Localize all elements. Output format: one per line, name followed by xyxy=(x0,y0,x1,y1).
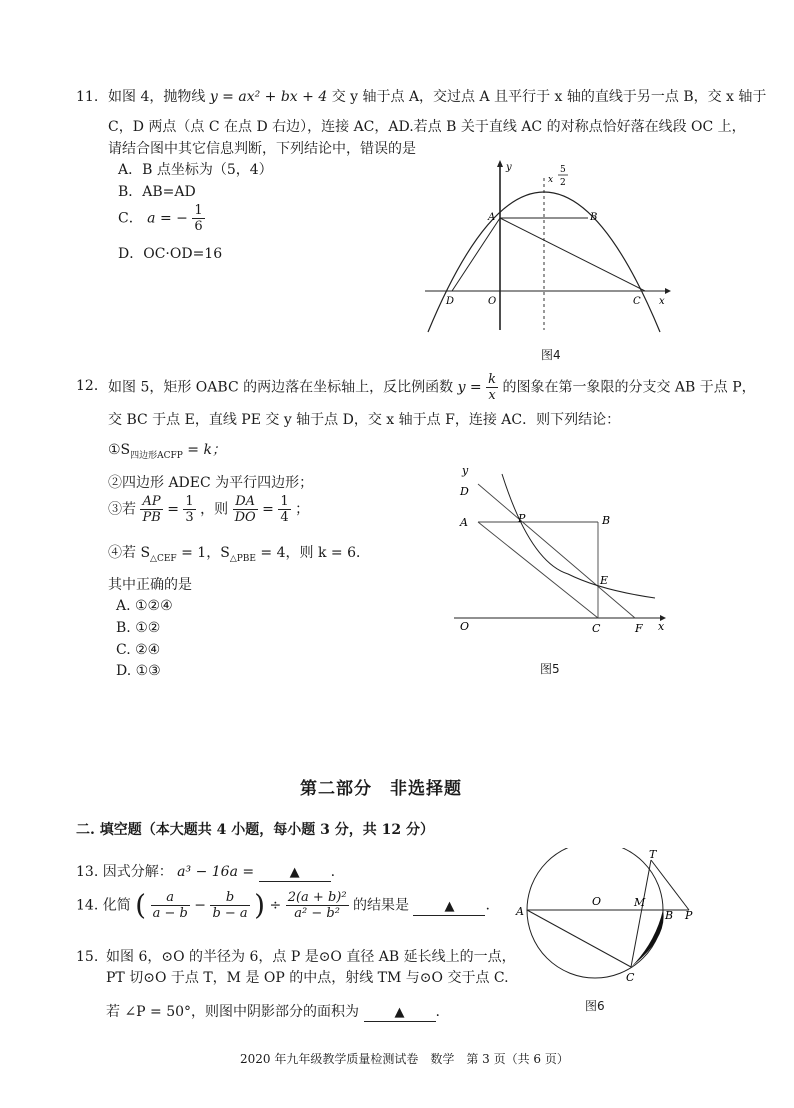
fig5-label-F: F xyxy=(635,622,643,635)
q11-option-c xyxy=(118,203,205,234)
figure-5 xyxy=(450,462,680,640)
q11-line1-text-a: 如图 4，抛物线 xyxy=(108,89,206,105)
q11-option-b: B．AB=AD xyxy=(118,184,196,200)
q12-func-den: x xyxy=(488,388,496,403)
q11-line1 xyxy=(108,87,766,107)
fig5-caption: 图5 xyxy=(540,662,560,676)
q14-f1n: a xyxy=(151,890,190,906)
q14-text: 化简 xyxy=(102,897,131,914)
q12-claim-3-frac3 xyxy=(233,494,258,525)
fig5-label-B: B xyxy=(602,514,611,527)
q15-line3-text: 若 ∠P = 50°，则图中阴影部分的面积为 xyxy=(106,1004,360,1020)
q11-line1-text-b: 交 y 轴于点 A，交过点 A 且平行于 x 轴的直线于另一点 B，交 x 轴于 xyxy=(331,89,767,105)
q15-line3 xyxy=(106,1002,440,1022)
fig6-label-A: A xyxy=(516,905,524,918)
q11-number: 11. xyxy=(76,89,99,105)
fig4-label-C: C xyxy=(633,296,641,307)
q11-option-c-num: 1 xyxy=(194,203,203,218)
fig5-label-P: P xyxy=(518,512,526,525)
fig4-label-B: B xyxy=(590,212,598,223)
q14-f2d: b − a xyxy=(212,906,248,921)
q14-frac1 xyxy=(151,890,190,921)
q11-option-d: D．OC·OD=16 xyxy=(118,246,223,262)
q14-divide: ÷ xyxy=(269,897,282,914)
q12-func-fraction xyxy=(486,372,498,403)
q14-f3d: a² − b² xyxy=(294,906,340,921)
fig5-label-O: O xyxy=(460,620,470,633)
q11-option-a: A．B 点坐标为（5，4） xyxy=(118,162,273,178)
q12-claim-3-d: = xyxy=(262,501,274,518)
figure-4 xyxy=(420,158,680,358)
figure-6 xyxy=(512,848,702,984)
q12-claim-4-sub2: △PBE xyxy=(229,553,256,564)
q13 xyxy=(76,862,335,882)
q11-line2: C，D 两点（点 C 在点 D 右边），连接 AC，AD.若点 B 关于直线 AC 的对称点恰好落在线段 OC 上， xyxy=(108,119,746,135)
q13-end: . xyxy=(330,864,336,880)
fig6-label-P: P xyxy=(685,909,693,922)
q12-line1-text-a: 如图 5，矩形 OABC 的两边落在坐标轴上，反比例函数 xyxy=(108,379,454,396)
q12-line2: 交 BC 于点 E，直线 PE 交 y 轴于点 D，交 x 轴于点 F，连接 AC．则下列结论： xyxy=(108,412,621,428)
fig5-label-E: E xyxy=(600,574,609,587)
q12-number: 12． xyxy=(76,378,108,394)
q11-formula: y = ax² + bx + 4 xyxy=(209,89,328,105)
fig5-label-C: C xyxy=(592,622,601,635)
fig5-line-df xyxy=(478,484,635,618)
q12-claim-4 xyxy=(108,543,370,569)
fig4-label-2: 2 xyxy=(560,178,566,188)
q12-claim-3-frac1 xyxy=(140,494,162,525)
q12-claim-3-c: ，则 xyxy=(200,501,229,518)
q12-func-num: k xyxy=(488,372,496,387)
q14-tail: 的结果是 xyxy=(353,897,410,914)
q12-option-b: B. ①② xyxy=(116,620,161,636)
fig6-label-O: O xyxy=(592,895,602,908)
q12-claim-4-a: ④若 S xyxy=(108,545,151,561)
q13-equals: = xyxy=(242,864,255,880)
q14-number: 14. xyxy=(76,897,99,914)
q11-line3: 请结合图中其它信息判断，下列结论中，错误的是 xyxy=(108,141,416,157)
fig6-label-M: M xyxy=(634,896,646,909)
fig4-label-xeq: x xyxy=(548,175,554,185)
fig4-line-ad xyxy=(452,218,500,291)
fig6-circle xyxy=(527,848,663,978)
q12-claim-4-b: = 1，S xyxy=(176,545,230,561)
q14-f1d: a − b xyxy=(152,906,188,921)
fig5-hyperbola xyxy=(502,474,655,598)
q14-minus: − xyxy=(194,897,206,914)
fig4-x-arrow xyxy=(665,288,671,294)
q12-claim-4-c: = 4，则 k = 6． xyxy=(255,545,370,561)
fig6-label-C: C xyxy=(626,971,635,984)
q14-answer-blank[interactable]: ▲ xyxy=(413,899,485,916)
q12-func-lhs: y = xyxy=(457,379,482,396)
q11-option-c-den: 6 xyxy=(194,219,203,234)
q11-option-c-fraction xyxy=(192,203,204,234)
fig4-label-O: O xyxy=(488,296,497,307)
q12-claim-3 xyxy=(108,494,309,525)
q15-answer-blank[interactable]: ▲ xyxy=(364,1005,436,1022)
q14-f3n: 2(a + b)² xyxy=(287,890,347,905)
q13-expression: a³ − 16a xyxy=(177,864,238,880)
fig5-label-A: A xyxy=(460,516,468,529)
fig4-caption: 图4 xyxy=(541,348,561,362)
q12-claim-3-e: ； xyxy=(295,501,310,518)
q15-line1: 如图 6，⊙O 的半径为 6，点 P 是⊙O 直径 AB 延长线上的一点， xyxy=(106,949,516,965)
fig4-label-x: x xyxy=(659,296,665,307)
q15-number: 15. xyxy=(76,949,99,965)
fig6-label-T: T xyxy=(649,848,657,861)
q12-claim-1-sub: 四边形ACFP xyxy=(130,450,183,461)
q12-claim-3-f2d: 3 xyxy=(185,510,194,525)
q14-frac2 xyxy=(210,890,249,921)
q12-option-c: C. ②④ xyxy=(116,642,161,658)
q15-line2: PT 切⊙O 于点 T，M 是 OP 的中点，射线 TM 与⊙O 交于点 C. xyxy=(106,970,509,986)
q12-option-d: D. ①③ xyxy=(116,663,161,679)
fig4-y-arrow xyxy=(497,160,503,167)
q12-claim-3-b: = xyxy=(167,501,179,518)
q15-end: . xyxy=(435,1004,440,1020)
q12-ask: 其中正确的是 xyxy=(108,577,192,593)
q14-right-paren: ) xyxy=(254,888,266,922)
q12-claim-1 xyxy=(108,440,226,466)
q12-claim-3-f2n: 1 xyxy=(185,494,194,509)
fig5-label-x: x xyxy=(658,620,665,633)
fig5-line-ac xyxy=(478,522,598,618)
fig6-caption: 图6 xyxy=(585,999,605,1013)
fig4-label-A: A xyxy=(488,212,496,223)
q12-claim-3-a: ③若 xyxy=(108,501,136,518)
q14 xyxy=(76,890,490,921)
q12-option-a: A. ①②④ xyxy=(116,598,173,614)
fig4-label-D: D xyxy=(446,296,455,307)
q11-option-c-eq: a = − xyxy=(147,210,188,227)
q14-left-paren: ( xyxy=(135,888,147,922)
fig4-line-ac xyxy=(500,218,645,291)
q14-frac3 xyxy=(286,890,349,921)
part2-section-heading: 二. 填空题（本大题共 4 小题，每小题 3 分，共 12 分） xyxy=(76,822,434,838)
fig6-label-B: B xyxy=(665,909,674,922)
q12-line1-text-b: 的图象在第一象限的分支交 AB 于点 P， xyxy=(502,379,756,396)
q13-answer-blank[interactable]: ▲ xyxy=(259,865,331,882)
q12-claim-1-a: ①S xyxy=(108,442,131,458)
fig5-label-D: D xyxy=(460,485,469,498)
q14-f2n: b xyxy=(210,890,249,906)
fig5-label-y: y xyxy=(462,464,469,477)
fig6-line-tp xyxy=(651,860,689,910)
q13-text: 因式分解： xyxy=(102,864,173,880)
q12-claim-3-f4n: 1 xyxy=(280,494,289,509)
part2-title: 第二部分 非选择题 xyxy=(300,779,462,799)
q11-option-c-prefix: C． xyxy=(118,210,143,227)
q12-claim-3-f3d: DO xyxy=(234,510,256,525)
fig4-label-y: y xyxy=(506,162,512,173)
page-footer: 2020 年九年级教学质量检测试卷 数学 第 3 页（共 6 页） xyxy=(240,1052,569,1066)
q12-claim-2: ②四边形 ADEC 为平行四边形； xyxy=(108,475,314,491)
fig6-line-ac xyxy=(527,910,631,967)
q12-claim-3-f3n: DA xyxy=(233,494,258,510)
q12-claim-3-f1n: AP xyxy=(140,494,162,510)
q12-claim-1-b: = k； xyxy=(182,442,226,458)
q12-claim-3-f4d: 4 xyxy=(280,510,289,525)
q12-line1 xyxy=(108,372,756,403)
q12-claim-3-f1d: PB xyxy=(142,510,161,525)
q12-claim-3-frac4 xyxy=(278,494,290,525)
q13-number: 13. xyxy=(76,864,99,880)
q12-claim-3-frac2 xyxy=(183,494,195,525)
q12-claim-4-sub1: △CEF xyxy=(150,553,177,564)
fig4-label-5: 5 xyxy=(560,165,566,175)
q14-end: . xyxy=(485,897,490,914)
